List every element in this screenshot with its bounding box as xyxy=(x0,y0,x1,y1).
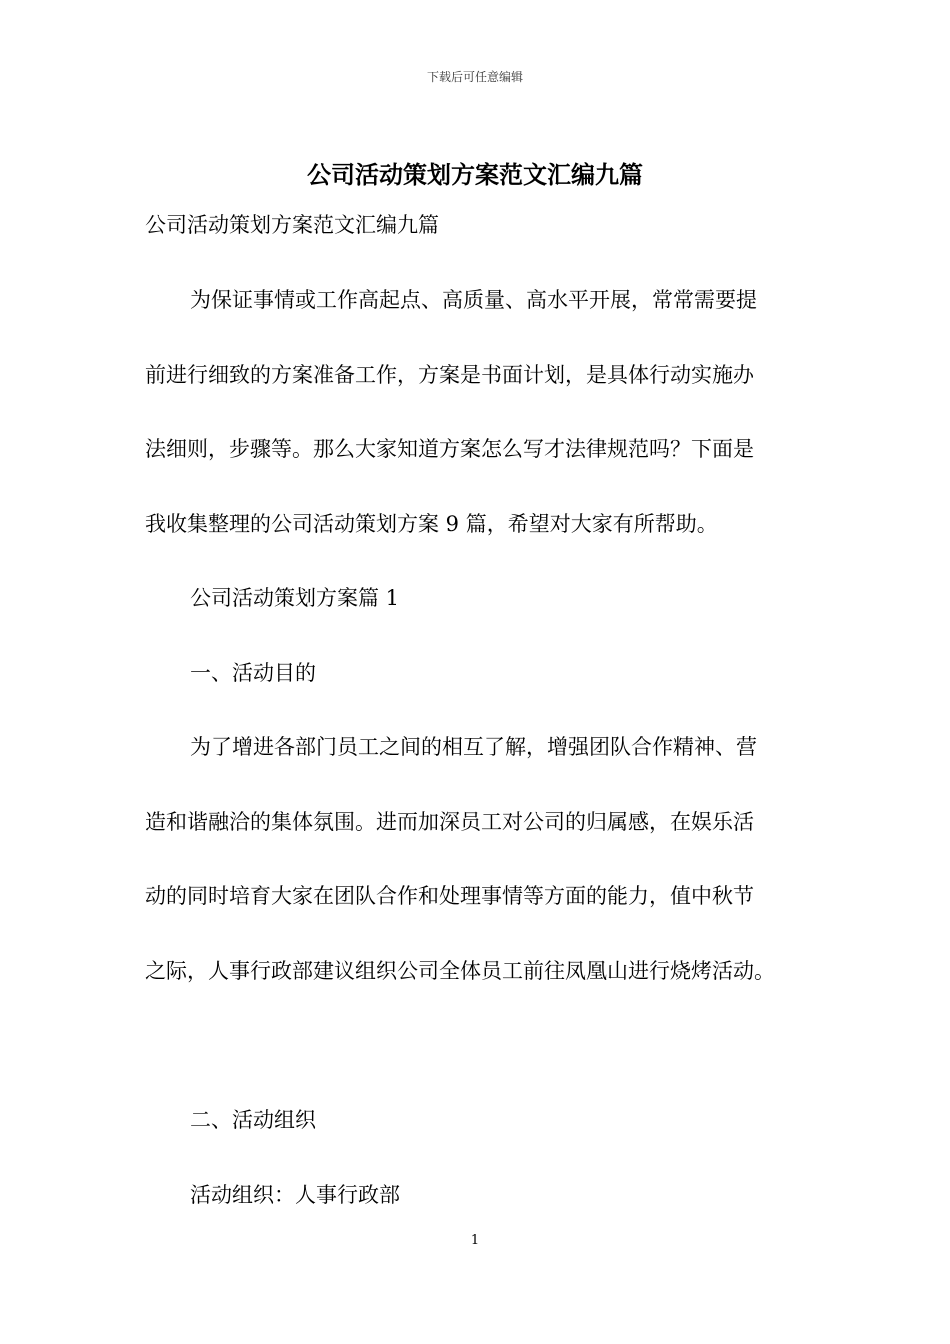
intro-paragraph-line-3: 法细则，步骤等。那么大家知道方案怎么写才法律规范吗？下面是 xyxy=(145,437,754,461)
purpose-paragraph-line-2: 造和谐融洽的集体氛围。进而加深员工对公司的归属感，在娱乐活 xyxy=(145,810,754,834)
purpose-paragraph-line-1: 为了增进各部门员工之间的相互了解，增强团队合作精神、营 xyxy=(190,735,757,759)
section-title: 公司活动策划方案篇 1 xyxy=(190,586,400,610)
document-subtitle: 公司活动策划方案范文汇编九篇 xyxy=(145,213,439,237)
intro-paragraph-line-4: 我收集整理的公司活动策划方案 9 篇，希望对大家有所帮助。 xyxy=(145,512,718,536)
organizer-line: 活动组织：人事行政部 xyxy=(190,1183,400,1207)
intro-paragraph-line-1: 为保证事情或工作高起点、高质量、高水平开展，常常需要提 xyxy=(190,288,757,312)
purpose-paragraph-line-3: 动的同时培育大家在团队合作和处理事情等方面的能力，值中秋节 xyxy=(145,884,754,908)
header-note: 下载后可任意编辑 xyxy=(426,70,523,84)
heading-organization: 二、活动组织 xyxy=(190,1108,316,1132)
purpose-paragraph-line-4: 之际，人事行政部建议组织公司全体员工前往凤凰山进行烧烤活动。 xyxy=(145,959,775,983)
page-number: 1 xyxy=(470,1233,480,1248)
heading-purpose: 一、活动目的 xyxy=(190,661,316,685)
document-title: 公司活动策划方案范文汇编九篇 xyxy=(307,160,643,189)
intro-paragraph-line-2: 前进行细致的方案准备工作，方案是书面计划，是具体行动实施办 xyxy=(145,363,754,387)
